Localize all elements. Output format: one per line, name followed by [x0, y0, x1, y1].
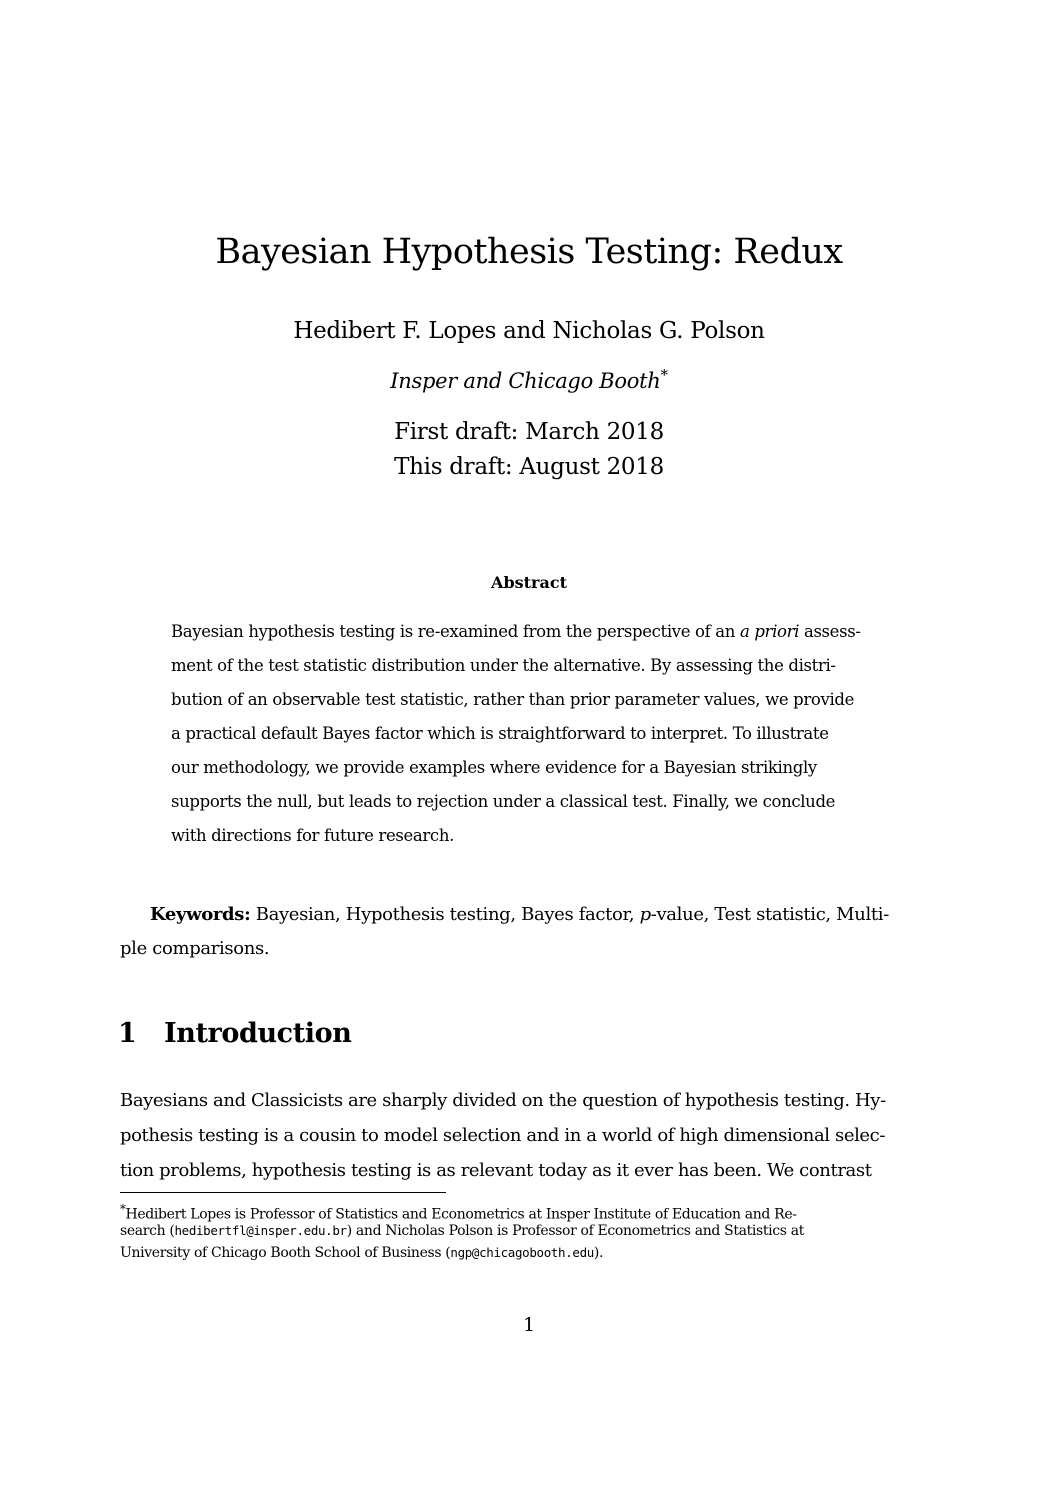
footnote-line — [120, 1220, 938, 1242]
body-line: Bayesians and Classicists are sharply divided on the question of hypothesis testing. Hy- — [120, 1090, 886, 1111]
footnote-marker: * — [660, 366, 668, 384]
abstract-body — [171, 615, 887, 853]
body-line: pothesis testing is a cousin to model selection and in a world of high dimensional selec- — [120, 1125, 886, 1146]
abstract-line: ment of the test statistic distribution under the alternative. By assessing the distri- — [171, 656, 836, 675]
paper-title: Bayesian Hypothesis Testing: Redux — [215, 232, 843, 272]
keywords-line — [120, 898, 938, 932]
footnote-marker: * — [120, 1202, 126, 1216]
abstract-text: Bayesian hypothesis testing is re-examined from the perspective of an — [171, 622, 740, 641]
section-heading — [118, 1018, 351, 1049]
section-title: Introduction — [164, 1018, 352, 1049]
abstract-line: supports the null, but leads to rejection under a classical test. Finally, we conclude — [171, 792, 836, 811]
author-affiliation — [0, 366, 1058, 393]
keywords-line: ple comparisons. — [120, 938, 270, 959]
footnote-text: ). — [593, 1245, 604, 1261]
section-number: 1 — [118, 1018, 137, 1049]
abstract-heading: Abstract — [491, 573, 567, 592]
abstract-line: our methodology, we provide examples where evidence for a Bayesian strikingly — [171, 758, 817, 777]
keywords-label: Keywords: — [150, 904, 251, 925]
footnote-text: ) and Nicholas Polson is Professor of Econometrics and Statistics at — [346, 1223, 804, 1239]
page-number: 1 — [522, 1314, 536, 1336]
abstract-line: bution of an observable test statistic, rather than prior parameter values, we provide — [171, 690, 855, 709]
abstract-text: assess- — [799, 622, 861, 641]
body-paragraph — [120, 1083, 938, 1188]
this-draft-date: This draft: August 2018 — [394, 454, 664, 480]
abstract-line — [171, 615, 887, 649]
keywords-text: Bayesian, Hypothesis testing, Bayes factor, — [250, 904, 640, 925]
email-link[interactable]: ngp@chicagobooth.edu — [450, 1245, 594, 1260]
footnote-text: search ( — [120, 1223, 175, 1239]
abstract-line: a practical default Bayes factor which is straightforward to interpret. To illustrate — [171, 724, 829, 743]
footnote-line — [120, 1198, 938, 1223]
footnote-text: Hedibert Lopes is Professor of Statistics and Econometrics at Insper Institute of Education and Re- — [125, 1206, 797, 1223]
keywords-emphasis: p — [639, 904, 651, 925]
email-link[interactable]: hedibertfl@insper.edu.br — [174, 1223, 347, 1238]
body-line: tion problems, hypothesis testing is as relevant today as it ever has been. We contrast — [120, 1160, 872, 1181]
abstract-emphasis: a priori — [739, 622, 800, 641]
footnote-line — [120, 1242, 938, 1264]
keywords-text: -value, Test statistic, Multi- — [650, 904, 889, 925]
first-draft-date: First draft: March 2018 — [394, 419, 664, 445]
abstract-line: with directions for future research. — [171, 826, 454, 845]
affiliation-text: Insper and Chicago Booth — [390, 369, 661, 393]
footnote-divider — [120, 1192, 446, 1193]
footnote — [120, 1198, 938, 1264]
author-names: Hedibert F. Lopes and Nicholas G. Polson — [293, 318, 765, 344]
keywords-paragraph — [120, 898, 938, 966]
footnote-text: University of Chicago Booth School of Business ( — [120, 1245, 451, 1261]
